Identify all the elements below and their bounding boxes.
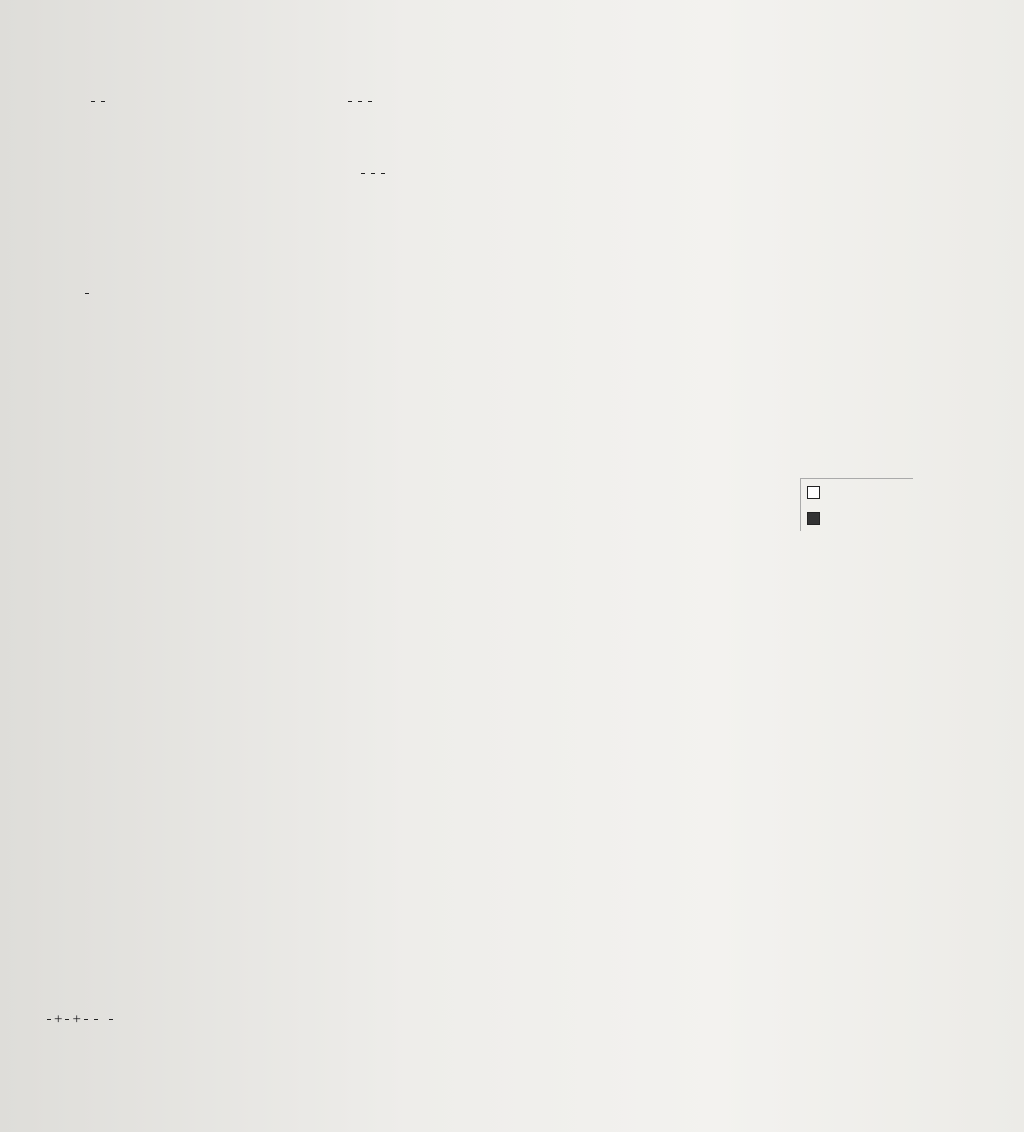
q14-ratio xyxy=(109,1019,113,1020)
q9-a xyxy=(88,90,108,112)
q14-term3 xyxy=(84,1019,88,1020)
q10-a xyxy=(88,175,98,197)
q14-term4 xyxy=(94,1019,98,1020)
q11-line3 xyxy=(82,282,92,305)
q11-frac xyxy=(85,293,89,294)
q10-b-frac2 xyxy=(371,173,375,174)
q9-a-frac1 xyxy=(91,101,95,102)
legend-swatch-toan xyxy=(807,486,820,499)
q9-b-frac1 xyxy=(348,101,352,102)
q14-term1 xyxy=(47,1019,51,1020)
q9-b xyxy=(340,90,375,112)
q9-a-frac2 xyxy=(101,101,105,102)
q14-term2 xyxy=(65,1019,69,1020)
q9-b-frac3 xyxy=(368,101,372,102)
q10-b-frac3 xyxy=(381,173,385,174)
q10-b xyxy=(358,162,388,185)
q10-b-frac1 xyxy=(361,173,365,174)
legend-swatch-nguvan xyxy=(807,512,820,525)
q14-line: + + xyxy=(44,1008,116,1068)
chart-legend xyxy=(800,478,913,531)
legend-item-toan xyxy=(807,481,824,502)
q9-b-frac2 xyxy=(358,101,362,102)
legend-item-nguvan xyxy=(807,507,824,528)
